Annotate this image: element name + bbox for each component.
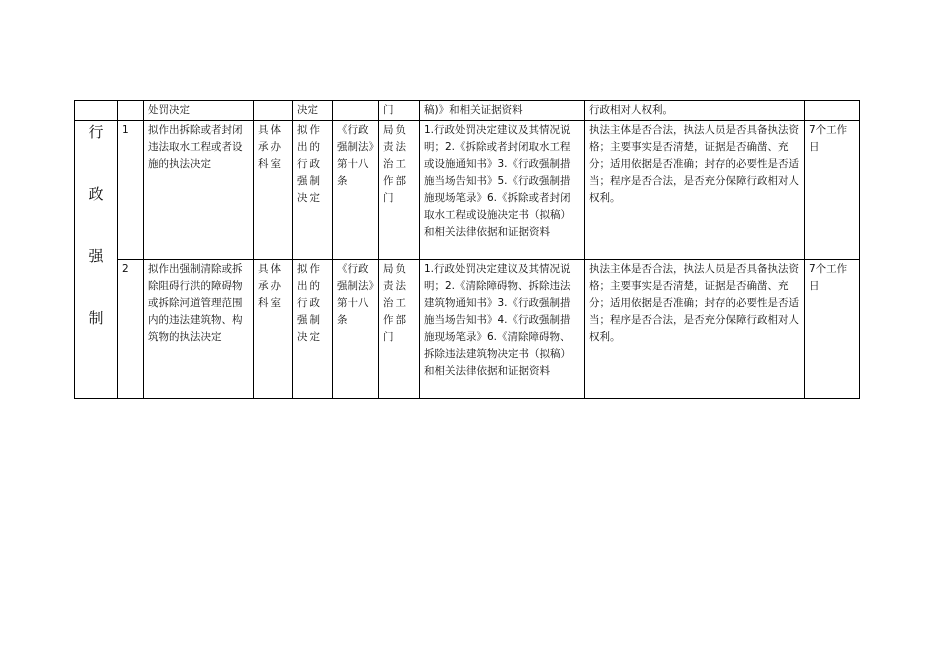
cell-materials: 1.行政处罚决定建议及其情况说明；2.《拆除或者封闭取水工程或设施通知书》3.《行政强制措施当场告知书》5.《行政强制措施现场笔录》6.《拆除或者封闭取水工程或设施决定书（拟稿）和相关法律依据和证据资料 bbox=[420, 121, 585, 260]
cell-dept: 局负责法治工作部门 bbox=[379, 260, 420, 399]
cell-empty bbox=[333, 101, 379, 121]
cell-no: 1 bbox=[118, 121, 144, 260]
cell-item: 处罚决定 bbox=[144, 101, 254, 121]
cell-empty bbox=[75, 101, 118, 121]
cell-content: 执法主体是否合法，执法人员是否具备执法资格；主要事实是否清楚，证据是否确凿、充分；适用依据是否准确；封存的必要性是否适当；程序是否合法，是否充分保障行政相对人权利。 bbox=[585, 121, 805, 260]
cell-basis: 《行政强制法》第十八条 bbox=[333, 260, 379, 399]
category-char: 政 bbox=[88, 185, 104, 203]
cell-dept: 局负责法治工作部门 bbox=[379, 121, 420, 260]
cell-no: 2 bbox=[118, 260, 144, 399]
cell-dept: 门 bbox=[379, 101, 420, 121]
cell-empty bbox=[254, 101, 293, 121]
table-row bbox=[75, 121, 860, 260]
cell-basis: 《行政强制法》第十八条 bbox=[333, 121, 379, 260]
category-char: 行 bbox=[88, 123, 104, 141]
cell-item: 拟作出强制清除或拆除阻碍行洪的障碍物或拆除河道管理范围内的违法建筑物、构筑物的执法决定 bbox=[144, 260, 254, 399]
cell-node: 拟作出的行政强制决定 bbox=[293, 260, 333, 399]
cell-unit: 具体承办科室 bbox=[254, 260, 293, 399]
table-row bbox=[75, 260, 860, 399]
cell-empty bbox=[118, 101, 144, 121]
cell-empty bbox=[805, 101, 860, 121]
cell-materials: 稿)》和相关证据资料 bbox=[420, 101, 585, 121]
category-cell bbox=[75, 121, 118, 399]
cell-item: 拟作出拆除或者封闭违法取水工程或者设施的执法决定 bbox=[144, 121, 254, 260]
cell-time: 7个工作日 bbox=[805, 260, 860, 399]
cell-unit: 具体承办科室 bbox=[254, 121, 293, 260]
review-table bbox=[74, 100, 860, 399]
table-row-continued bbox=[75, 101, 860, 121]
category-char: 强 bbox=[88, 247, 104, 265]
category-char: 制 bbox=[88, 309, 104, 327]
cell-content: 执法主体是否合法，执法人员是否具备执法资格；主要事实是否清楚，证据是否确凿、充分；适用依据是否准确；封存的必要性是否适当；程序是否合法，是否充分保障行政相对人权利。 bbox=[585, 260, 805, 399]
cell-time: 7个工作日 bbox=[805, 121, 860, 260]
cell-content: 行政相对人权利。 bbox=[585, 101, 805, 121]
cell-node: 拟作出的行政强制决定 bbox=[293, 121, 333, 260]
cell-node: 决定 bbox=[293, 101, 333, 121]
cell-materials: 1.行政处罚决定建议及其情况说明；2.《清除障碍物、拆除违法建筑物通知书》3.《行政强制措施当场告知书》4.《行政强制措施现场笔录》6.《清除障碍物、拆除违法建筑物决定书（拟稿）和相关法律依据和证据资料 bbox=[420, 260, 585, 399]
